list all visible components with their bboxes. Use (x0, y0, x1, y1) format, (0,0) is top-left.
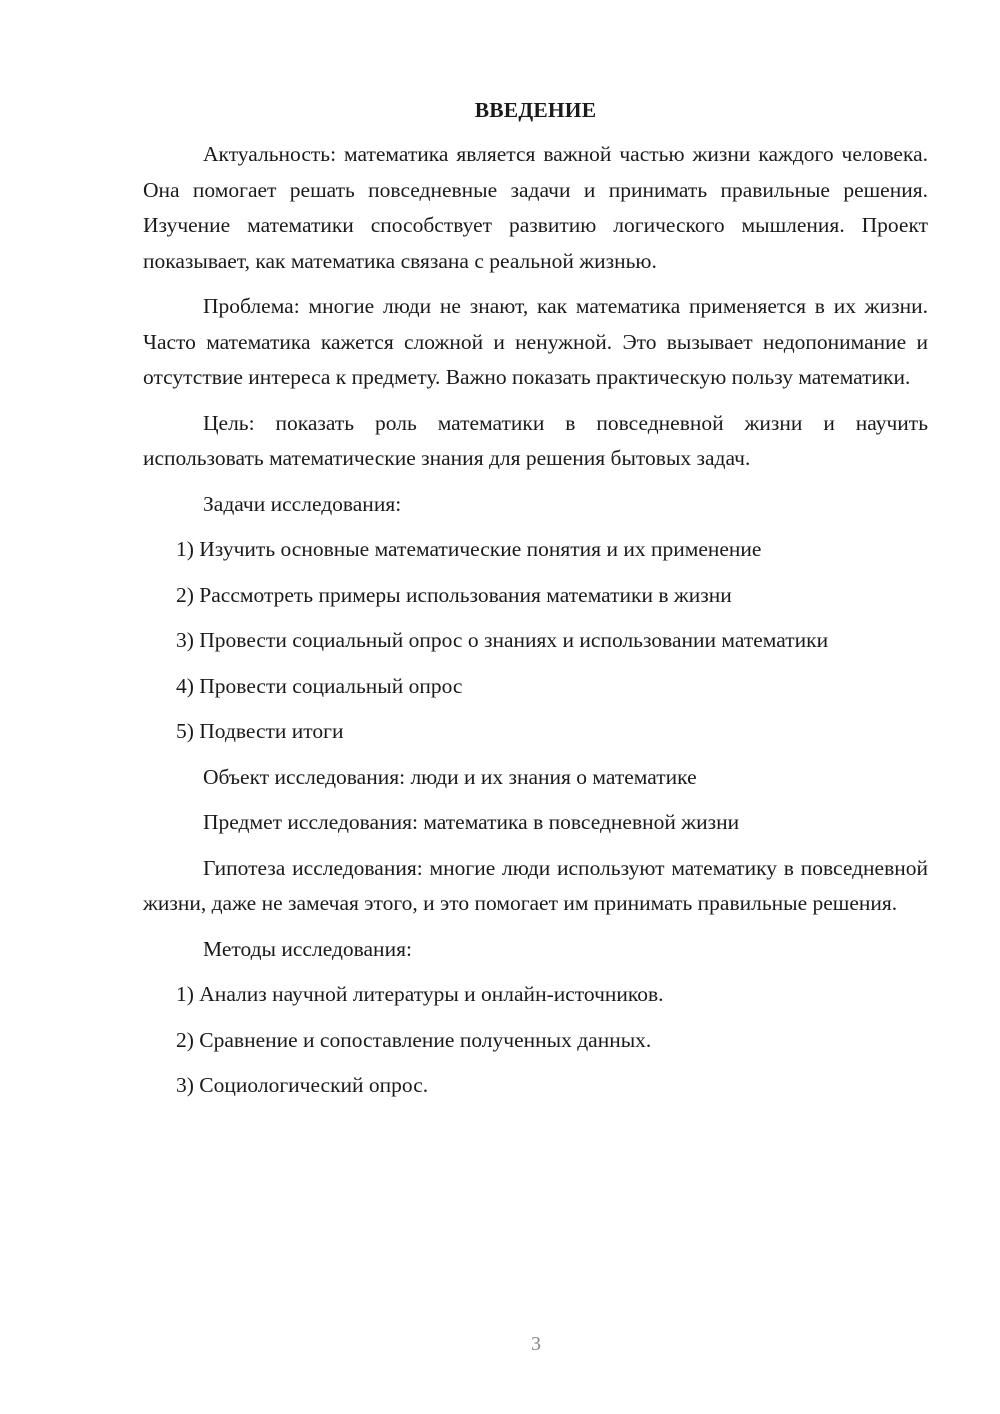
goal-paragraph: Цель: показать роль математики в повседневной жизни и научить использовать математические знания для решения бытовых задач. (143, 410, 928, 470)
method-item: 2) Сравнение и сопоставление полученных данных. (176, 1027, 652, 1052)
tasks-heading: Задачи исследования: (203, 491, 402, 516)
page-number: 3 (531, 1333, 541, 1355)
research-subject: Предмет исследования: математика в повседневной жизни (203, 810, 740, 834)
section-title: ВВЕДЕНИЕ (474, 98, 597, 122)
task-item: 5) Подвести итоги (176, 719, 344, 743)
task-item: 2) Рассмотреть примеры использования математики в жизни (176, 582, 732, 607)
relevance-paragraph: Актуальность: математика является важной частью жизни каждого человека. Она помогает решать повседневные задачи и принимать правильные решения. Изучение математики способствует развитию логического мышления. Проект показывает, как математика связана с реальной жизнью. (143, 142, 928, 273)
task-item: 3) Провести социальный опрос о знаниях и использовании математики (176, 628, 829, 652)
methods-heading: Методы исследования: (203, 936, 412, 961)
problem-paragraph: Проблема: многие люди не знают, как математика применяется в их жизни. Часто математика кажется сложной и ненужной. Это вызывает недопонимание и отсутствие интереса к предмету. Важно показать практическую пользу математики. (143, 294, 928, 389)
hypothesis-paragraph: Гипотеза исследования: многие люди используют математику в повседневной жизни, даже не замечая этого, и это помогает им принимать правильные решения. (143, 855, 928, 915)
task-item: 4) Провести социальный опрос (176, 673, 463, 698)
document-body (143, 95, 928, 1104)
method-item: 3) Социологический опрос. (176, 1073, 429, 1097)
task-item: 1) Изучить основные математические понятия и их применение (176, 537, 762, 561)
research-object: Объект исследования: люди и их знания о математике (203, 764, 697, 789)
method-item: 1) Анализ научной литературы и онлайн-источников. (176, 982, 664, 1006)
